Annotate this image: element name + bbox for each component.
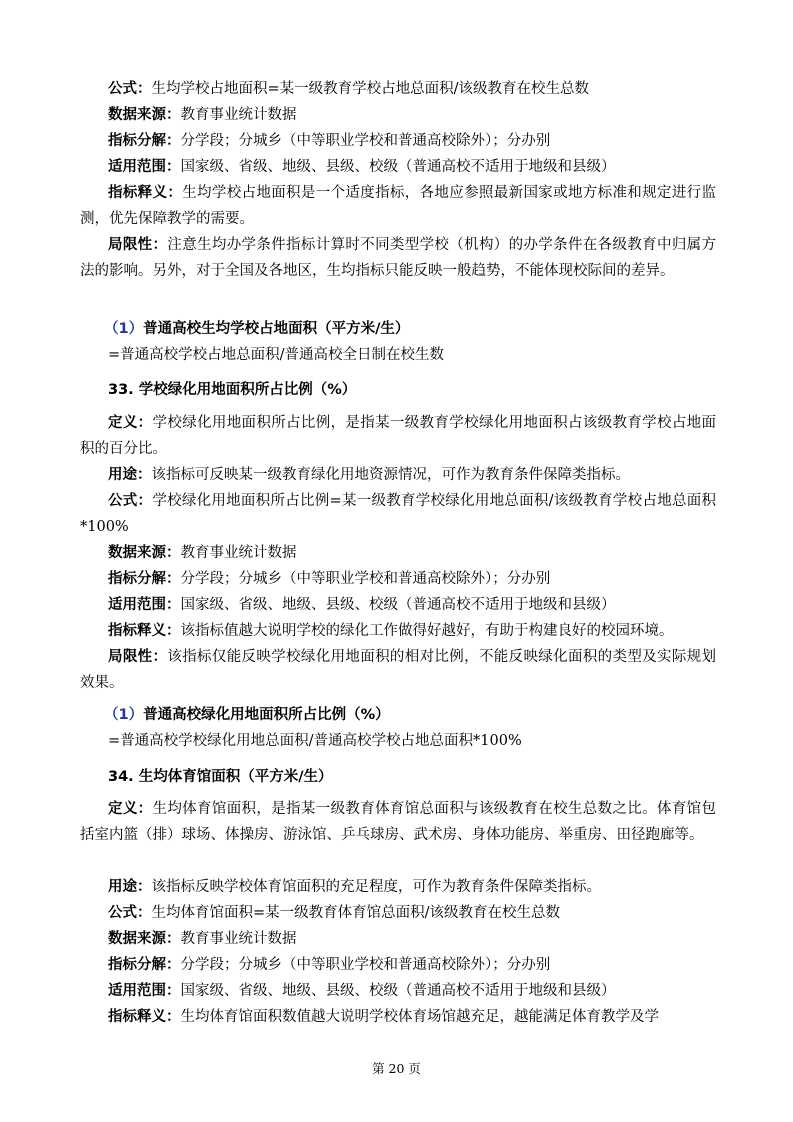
breakdown-paragraph bbox=[80, 566, 716, 592]
source-label: 数据来源： bbox=[108, 545, 181, 561]
breakdown-text: 分学段；分城乡（中等职业学校和普通高校除外）；分办别 bbox=[180, 133, 551, 149]
scope-label: 适用范围： bbox=[108, 983, 181, 999]
scope-paragraph bbox=[80, 978, 716, 1004]
formula-paragraph bbox=[80, 488, 716, 540]
subheading-formula: =普通高校学校占地总面积/普通高校全日制在校生数 bbox=[108, 347, 445, 363]
source-label: 数据来源： bbox=[108, 931, 181, 947]
breakdown-paragraph bbox=[80, 952, 716, 978]
formula-text: 生均学校占地面积=某一级教育学校占地总面积/该级教育在校生总数 bbox=[151, 81, 590, 97]
subheading-1 bbox=[104, 316, 409, 342]
explain-paragraph bbox=[80, 180, 716, 232]
subheading-formula: =普通高校学校绿化用地总面积/普通高校学校占地总面积*100% bbox=[108, 733, 522, 749]
source-label: 数据来源： bbox=[108, 107, 181, 123]
explain-paragraph bbox=[80, 618, 716, 644]
explain-paragraph bbox=[80, 1004, 716, 1030]
usage-text: 该指标反映学校体育馆面积的充足程度，可作为教育条件保障类指标。 bbox=[151, 879, 601, 895]
breakdown-paragraph bbox=[80, 128, 716, 154]
explain-text: 生均学校占地面积是一个适度指标，各地应参照最新国家或地方标准和规定进行监测，优先保障教学的需要。 bbox=[80, 185, 716, 227]
source-text: 教育事业统计数据 bbox=[180, 107, 297, 123]
limit-text: 注意生均办学条件指标计算时不同类型学校（机构）的办学条件在各级教育中归属方法的影响。另外，对于全国及各地区，生均指标只能反映一般趋势，不能体现校际间的差异。 bbox=[80, 237, 717, 279]
formula-paragraph bbox=[80, 76, 716, 102]
definition-paragraph bbox=[80, 796, 716, 848]
usage-paragraph bbox=[80, 874, 716, 900]
limit-label: 局限性： bbox=[108, 649, 168, 665]
source-paragraph bbox=[80, 102, 716, 128]
scope-label: 适用范围： bbox=[108, 159, 181, 175]
limit-text: 该指标仅能反映学校绿化用地面积的相对比例，不能反映绿化面积的类型及实际规划效果。 bbox=[80, 649, 717, 691]
usage-label: 用途： bbox=[108, 467, 152, 483]
usage-label: 用途： bbox=[108, 879, 152, 895]
subheading-1 bbox=[104, 702, 390, 728]
scope-label: 适用范围： bbox=[108, 597, 181, 613]
subheading-number: （1） bbox=[104, 707, 144, 723]
breakdown-label: 指标分解： bbox=[108, 571, 181, 587]
breakdown-text: 分学段；分城乡（中等职业学校和普通高校除外）；分办别 bbox=[180, 571, 551, 587]
source-paragraph bbox=[80, 926, 716, 952]
subheading-title: 普通高校生均学校占地面积（平方米/生） bbox=[143, 321, 410, 337]
explain-label: 指标释义： bbox=[108, 1009, 181, 1025]
explain-text: 该指标值越大说明学校的绿化工作做得好越好，有助于构建良好的校园环境。 bbox=[180, 623, 674, 639]
breakdown-label: 指标分解： bbox=[108, 133, 181, 149]
source-text: 教育事业统计数据 bbox=[180, 931, 297, 947]
formula-text: 学校绿化用地面积所占比例=某一级教育学校绿化用地总面积/该级教育学校占地总面积*100% bbox=[80, 493, 717, 535]
source-paragraph bbox=[80, 540, 716, 566]
formula-text: 生均体育馆面积=某一级教育体育馆总面积/该级教育在校生总数 bbox=[151, 905, 561, 921]
scope-paragraph bbox=[80, 154, 716, 180]
formula-label: 公式： bbox=[108, 905, 152, 921]
explain-label: 指标释义： bbox=[108, 185, 183, 201]
section-34-title: 34. 生均体育馆面积（平方米/生） bbox=[108, 769, 333, 785]
definition-text: 学校绿化用地面积所占比例，是指某一级教育学校绿化用地面积占该级教育学校占地面积的百分比。 bbox=[80, 415, 716, 457]
source-text: 教育事业统计数据 bbox=[180, 545, 297, 561]
limit-paragraph bbox=[80, 232, 716, 284]
scope-text: 国家级、省级、地级、县级、校级（普通高校不适用于地级和县级） bbox=[180, 597, 616, 613]
subheading-title: 普通高校绿化用地面积所占比例（%） bbox=[143, 707, 390, 723]
section-33-title: 33. 学校绿化用地面积所占比例（%） bbox=[108, 382, 357, 398]
formula-label: 公式： bbox=[108, 81, 152, 97]
usage-text: 该指标可反映某一级教育绿化用地资源情况，可作为教育条件保障类指标。 bbox=[151, 467, 630, 483]
formula-paragraph bbox=[80, 900, 716, 926]
definition-text: 生均体育馆面积，是指某一级教育体育馆总面积与该级教育在校生总数之比。体育馆包括室内篮（排）球场、体操房、游泳馆、乒乓球房、武术房、身体功能房、举重房、田径跑廊等。 bbox=[80, 801, 716, 843]
explain-label: 指标释义： bbox=[108, 623, 181, 639]
scope-text: 国家级、省级、地级、县级、校级（普通高校不适用于地级和县级） bbox=[180, 159, 616, 175]
limit-paragraph bbox=[80, 644, 716, 696]
formula-label: 公式： bbox=[108, 493, 153, 509]
definition-label: 定义： bbox=[108, 415, 153, 431]
breakdown-text: 分学段；分城乡（中等职业学校和普通高校除外）；分办别 bbox=[180, 957, 551, 973]
subheading-number: （1） bbox=[104, 321, 144, 337]
usage-paragraph bbox=[80, 462, 716, 488]
explain-text: 生均体育馆面积数值越大说明学校体育场馆越充足，越能满足体育教学及学 bbox=[180, 1009, 659, 1025]
definition-label: 定义： bbox=[108, 801, 153, 817]
page-number: 第 20 页 bbox=[372, 1061, 421, 1076]
breakdown-label: 指标分解： bbox=[108, 957, 181, 973]
scope-paragraph bbox=[80, 592, 716, 618]
scope-text: 国家级、省级、地级、县级、校级（普通高校不适用于地级和县级） bbox=[180, 983, 616, 999]
limit-label: 局限性： bbox=[108, 237, 168, 253]
definition-paragraph bbox=[80, 410, 716, 462]
